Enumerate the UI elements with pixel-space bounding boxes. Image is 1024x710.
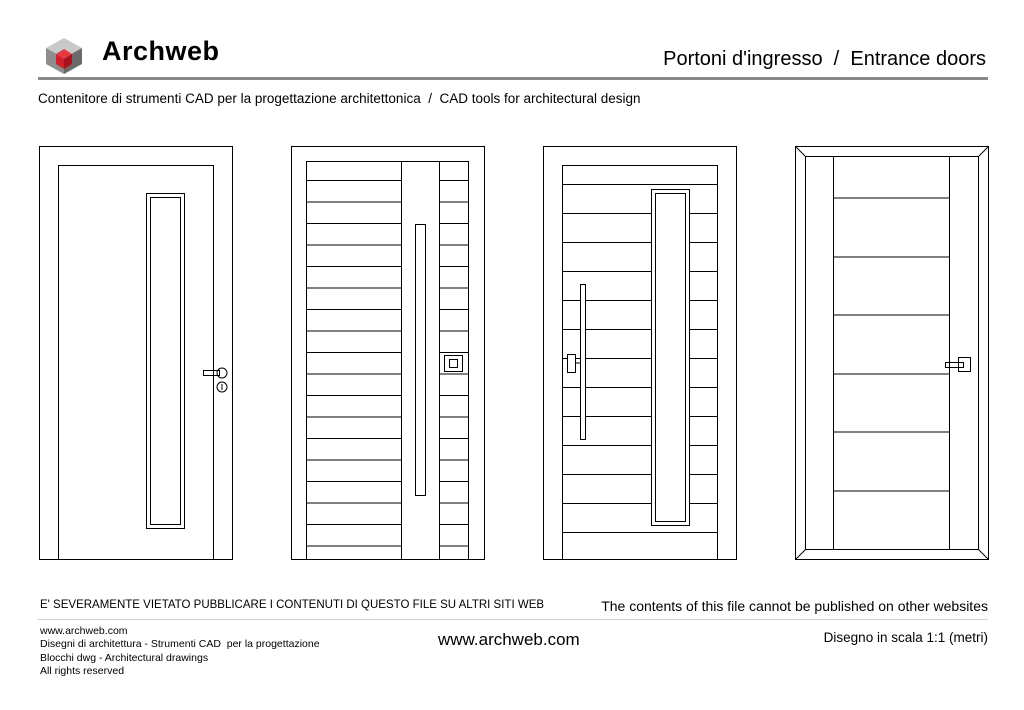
footer-info <box>40 625 320 679</box>
page-title: Portoni d'ingresso / Entrance doors <box>663 48 986 70</box>
footer-divider <box>38 619 988 620</box>
footer-line: Blocchi dwg - Architectural drawings <box>40 651 209 664</box>
footer-line: Disegni di architettura - Strumenti CAD per la progettazione <box>40 638 320 651</box>
footer-url-link[interactable]: www.archweb.com <box>438 630 580 649</box>
door-3 <box>544 147 737 560</box>
door-1 <box>40 147 233 560</box>
scale-note: Disegno in scala 1:1 (metri) <box>823 630 988 645</box>
subtitle: Contenitore di strumenti CAD per la progettazione architettonica / CAD tools for architectural design <box>38 91 641 106</box>
footer-line: All rights reserved <box>40 665 125 678</box>
door-4 <box>796 147 989 560</box>
door-2 <box>292 147 485 560</box>
lock-icon <box>445 356 463 372</box>
pull-handle-icon <box>416 225 426 496</box>
lever-handle-icon <box>204 368 228 392</box>
warning-english: The contents of this file cannot be published on other websites <box>601 598 988 614</box>
footer-line: www.archweb.com <box>40 625 128 637</box>
warning-italian: E' SEVERAMENTE VIETATO PUBBLICARE I CONTENUTI DI QUESTO FILE SU ALTRI SITI WEB <box>40 599 545 611</box>
brand-name: Archweb <box>102 36 220 66</box>
